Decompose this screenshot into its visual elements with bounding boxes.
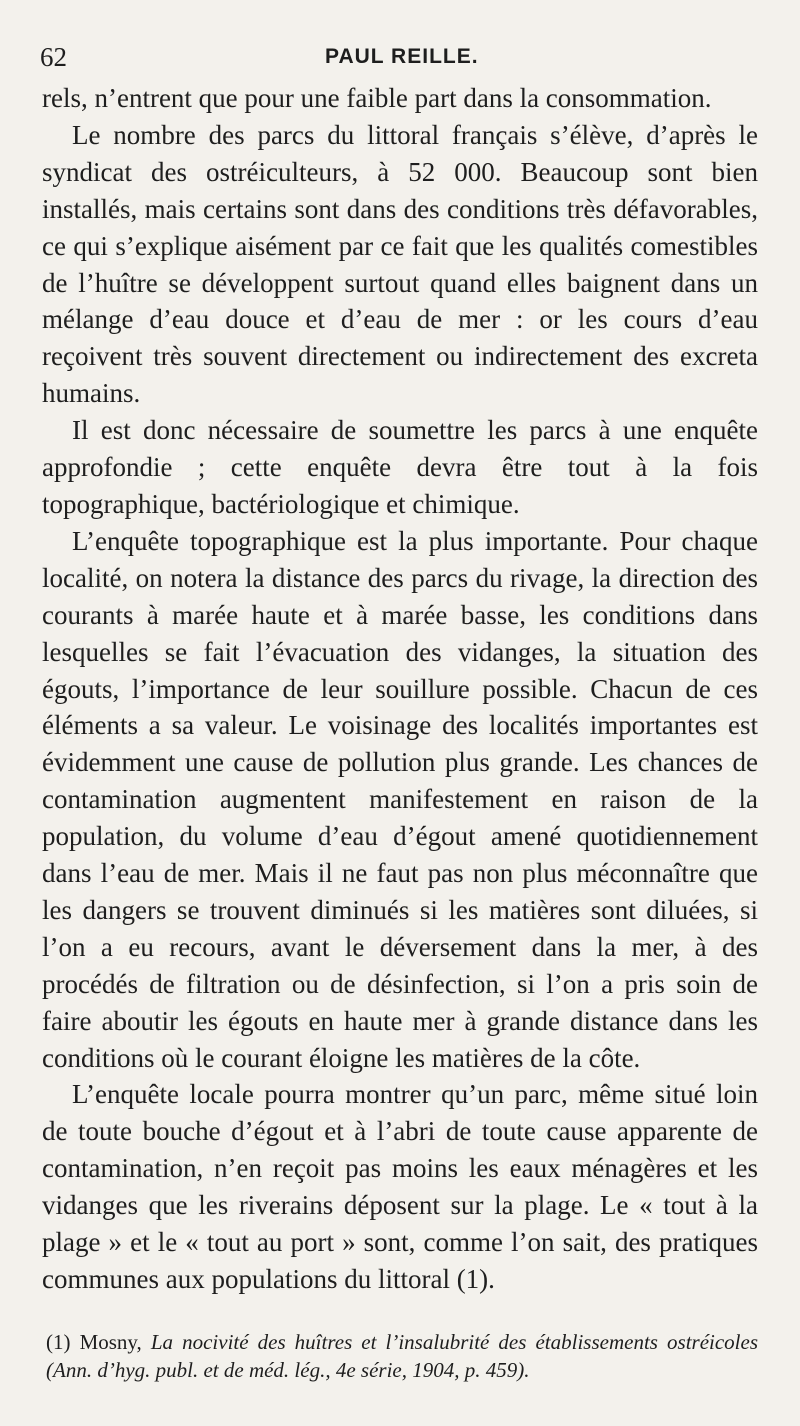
footnote (46, 1328, 758, 1384)
paragraph-continuation: rels, n’entrent que pour une faible part dans la consommation. (42, 83, 712, 113)
running-head: PAUL REILLE. (325, 45, 479, 68)
footnote-title: La nocivité des huîtres et l’insalubrité des établissements ostréicoles (150, 1330, 758, 1354)
page-header (40, 30, 760, 70)
paragraph-parcs-littoral: Le nombre des parcs du littoral français s’élève, d’après le syndicat des ostréiculteurs, à 52 000. Beaucoup sont bien installés, mais certains sont dans des conditions très défavorables, ce qui s’explique aisément par ce fait que les qualités comestibles de l’huître se développent surtout quand elles baignent dans un mélange d’eau douce et d’eau de mer : or les cours d’eau reçoivent très souvent directement ou indirectement des excreta humains. (42, 119, 758, 409)
body-text (42, 80, 758, 1298)
footnote-reference: (Ann. d’hyg. publ. et de méd. lég., 4e série, 1904, p. 459). (46, 1358, 530, 1382)
footnote-marker: (1) (46, 1330, 71, 1354)
paragraph-enquete-locale: L’enquête locale pourra montrer qu’un parc, même situé loin de toute bouche d’égout et à l’abri de toute cause apparente de contamination, n’en reçoit pas moins les eaux ménagères et les vidanges que les riverains déposent sur la plage. Le « tout à la plage » et le « tout au port » sont, comme l’on sait, des pratiques communes aux populations du littoral (1). (42, 1079, 758, 1294)
page-number: 62 (40, 42, 67, 72)
paragraph-enquete-topographique: L’enquête topographique est la plus importante. Pour chaque localité, on notera la distance des parcs du rivage, la direction des courants à marée haute et à marée basse, les conditions dans lesquelles se fait l’évacuation des vidanges, la situation des égouts, l’importance de leur souillure possible. Chacun de ces éléments a sa valeur. Le voisinage des localités importantes est évidemment une cause de pollution plus grande. Les chances de contamination augmentent manifestement en raison de la population, du volume d’eau d’égout amené quotidiennement dans l’eau de mer. Mais il ne faut pas non plus méconnaître que les dangers se trouvent diminués si les matières sont diluées, si l’on a eu recours, avant le déversement dans la mer, à des procédés de filtration ou de désinfection, si l’on a pris soin de faire aboutir les égouts en haute mer à grande distance dans les conditions où le courant éloigne les matières de la côte. (42, 525, 758, 1073)
footnote-author: Mosny, (79, 1330, 142, 1354)
paragraph-enquete: Il est donc nécessaire de soumettre les parcs à une enquête approfondie ; cette enquête devra être tout à la fois topographique, bactériologique et chimique. (42, 415, 758, 519)
